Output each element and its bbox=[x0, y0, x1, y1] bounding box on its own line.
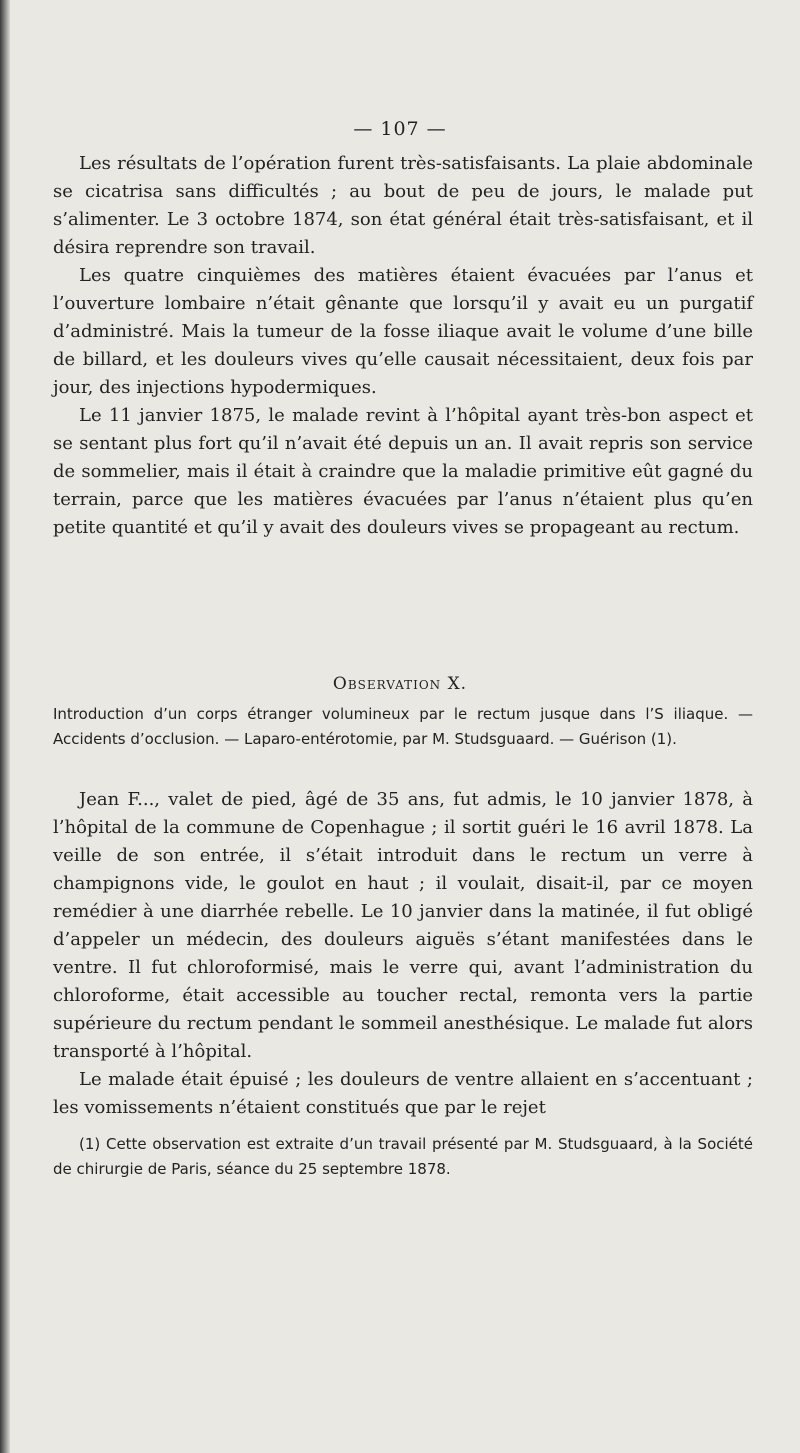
paragraph: Les résultats de l’opération furent très-satisfaisants. La plaie abdominale se cicatrisa sans difficultés ; au bout de peu de jours, le malade put s’alimenter. Le 3 octobre 1874, son état général était très-satisfaisant, et il désira reprendre son travail. bbox=[53, 153, 753, 258]
footnote bbox=[53, 1132, 753, 1182]
paragraph: Le 11 janvier 1875, le malade revint à l’hôpital ayant très-bon aspect et se sentant plus fort qu’il n’avait été depuis un an. Il avait repris son service de sommelier, mais il était à craindre que la maladie primitive eût gagné du terrain, parce que les matières évacuées par l’anus n’étaient plus qu’en petite quantité et qu’il y avait des douleurs vives se propageant au rectum. bbox=[53, 405, 753, 538]
body-text-top bbox=[53, 150, 753, 542]
paragraph: Jean F..., valet de pied, âgé de 35 ans, fut admis, le 10 janvier 1878, à l’hôpital de la commune de Copenhague ; il sortit guéri le 16 avril 1878. La veille de son entrée, il s’était introduit dans le rectum un verre à champignons vide, le goulot en haut ; il voulait, disait-il, par ce moyen remédier à une diarrhée rebelle. Le 10 janvier dans la matinée, il fut obligé d’appeler un médecin, des douleurs aiguës s’étant manifestées dans le ventre. Il fut chloroformisé, mais le verre qui, avant l’administration du chloroforme, était accessible au toucher rectal, remonta vers la partie supérieure du rectum pendant le sommeil anesthésique. Le malade fut alors transporté à l’hôpital. bbox=[53, 789, 753, 1062]
page-number: — 107 — bbox=[353, 118, 447, 140]
page-binding-edge bbox=[0, 0, 10, 1453]
paragraph: Les quatre cinquièmes des matières étaient évacuées par l’anus et l’ouverture lombaire n’était gênante que lorsqu’il y avait eu un purgatif d’administré. Mais la tumeur de la fosse iliaque avait le volume d’une bille de billard, et les douleurs vives qu’elle causait nécessitaient, deux fois par jour, des injections hypodermiques. bbox=[53, 265, 753, 398]
footnote-text: (1) Cette observation est extraite d’un travail présenté par M. Studsguaard, à la Société de chirurgie de Paris, séance du 25 septembre 1878. bbox=[53, 1135, 753, 1178]
summary-text: Introduction d’un corps étranger volumineux par le rectum jusque dans l’S iliaque. — Accidents d’occlusion. — Laparo-entérotomie, par M. Studsguaard. — Guérison (1). bbox=[53, 705, 753, 748]
observation-summary bbox=[53, 702, 753, 752]
paragraph: Le malade était épuisé ; les douleurs de ventre allaient en s’accentuant ; les vomissements n’étaient constitués que par le rejet bbox=[53, 1069, 753, 1118]
observation-title: Observation X. bbox=[332, 674, 468, 694]
body-text-bottom bbox=[53, 786, 753, 1122]
